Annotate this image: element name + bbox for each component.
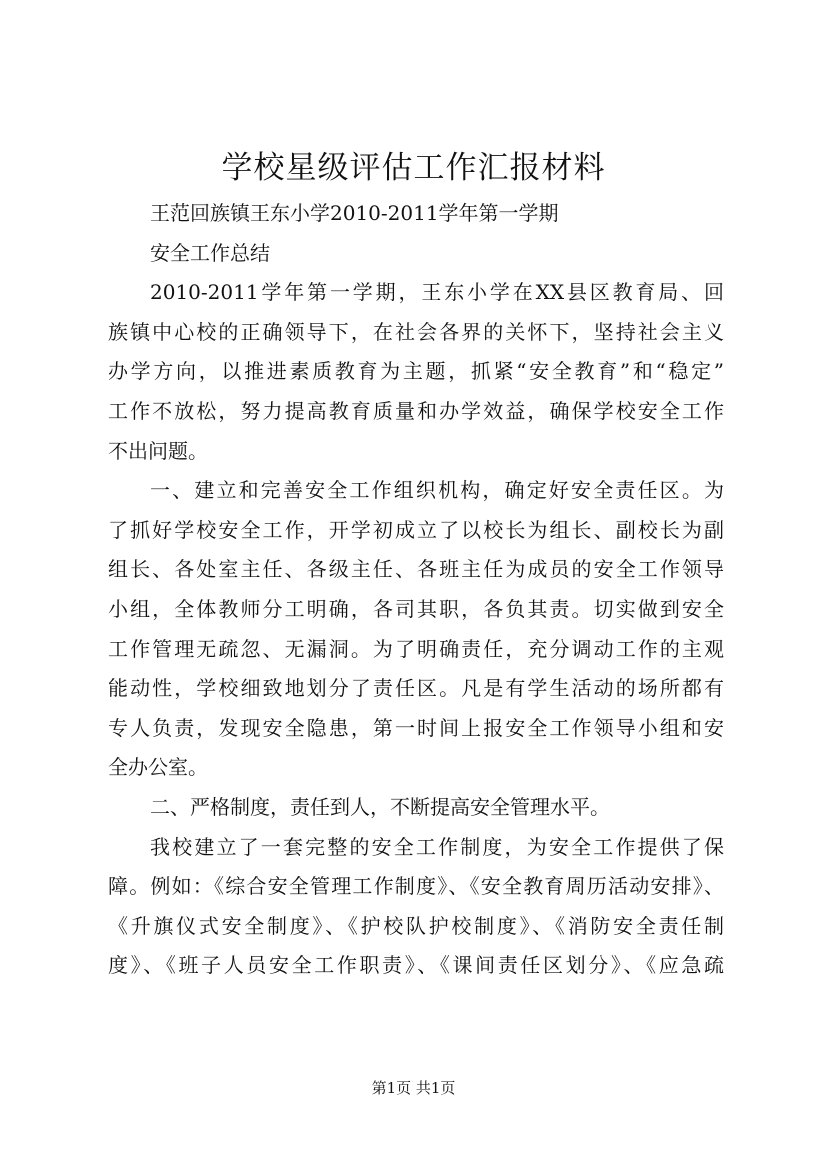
paragraph-line: 办学方向，以推进素质教育为主题，抓紧“安全教育”和“稳定” <box>108 359 724 384</box>
paragraph-line: 全办公室。 <box>108 755 208 780</box>
paragraph-line: 障。例如：《综合安全管理工作制度》、《安全教育周历活动安排》、 <box>108 874 724 899</box>
subtitle-line: 王范回族镇王东小学2010-2011学年第一学期 <box>150 201 559 225</box>
subtitle-line: 安全工作总结 <box>150 240 270 265</box>
document-title: 学校星级评估工作汇报材料 <box>221 150 606 186</box>
paragraph-line: 工作管理无疏忽、无漏洞。为了明确责任，充分调动工作的主观 <box>108 636 724 661</box>
paragraph-line: 工作不放松，努力提高教育质量和办学效益，确保学校安全工作 <box>108 398 724 423</box>
section-heading: 二、严格制度，责任到人，不断提高安全管理水平。 <box>150 794 610 819</box>
page-number-footer: 第1页 共1页 <box>371 1079 456 1097</box>
paragraph-line: 《升旗仪式安全制度》、《护校队护校制度》、《消防安全责任制 <box>108 913 724 938</box>
paragraph-line: 小组，全体教师分工明确，各司其职，各负其责。切实做到安全 <box>108 596 724 621</box>
paragraph-line: 专人负责，发现安全隐患，第一时间上报安全工作领导小组和安 <box>108 715 724 740</box>
paragraph-line: 一、建立和完善安全工作组织机构，确定好安全责任区。为 <box>150 478 724 503</box>
paragraph-line: 度》、《班子人员安全工作职责》、《课间责任区划分》、《应急疏 <box>108 953 724 978</box>
paragraph-line: 了抓好学校安全工作，开学初成立了以校长为组长、副校长为副 <box>108 517 724 542</box>
paragraph-line: 2010-2011学年第一学期，王东小学在XX县区教育局、回 <box>150 280 724 305</box>
paragraph-line: 族镇中心校的正确领导下，在社会各界的关怀下，坚持社会主义 <box>108 319 724 344</box>
paragraph-line: 不出问题。 <box>108 438 208 463</box>
paragraph-line: 组长、各处室主任、各级主任、各班主任为成员的安全工作领导 <box>108 557 724 582</box>
paragraph-line: 能动性，学校细致地划分了责任区。凡是有学生活动的场所都有 <box>108 676 724 701</box>
document-body <box>108 194 724 986</box>
paragraph-line: 我校建立了一套完整的安全工作制度，为安全工作提供了保 <box>150 834 724 859</box>
